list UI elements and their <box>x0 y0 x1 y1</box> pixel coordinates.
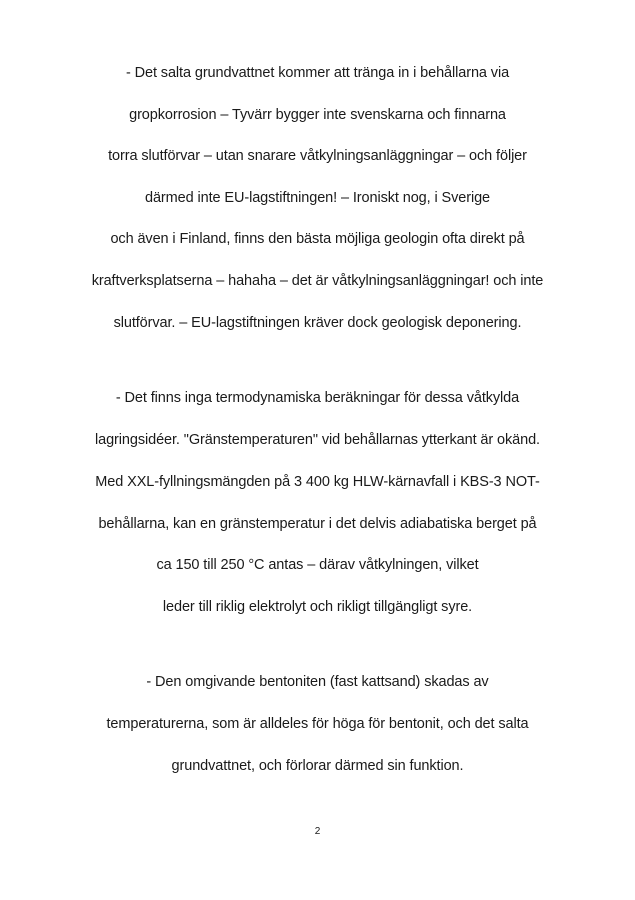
text-line: grundvattnet, och förlorar därmed sin funktion. <box>171 758 464 774</box>
text-line: temperaturerna, som är alldeles för höga för bentonit, och det salta <box>106 716 529 732</box>
text-line: Med XXL-fyllningsmängden på 3 400 kg HLW-kärnavfall i KBS-3 NOT- <box>95 474 540 490</box>
text-line: behållarna, kan en gränstemperatur i det delvis adiabatiska berget på <box>98 516 537 532</box>
text-line: slutförvar. – EU-lagstiftningen kräver dock geologisk deponering. <box>113 315 522 331</box>
text-line: - Det finns inga termodynamiska beräkningar för dessa våtkylda <box>115 390 520 406</box>
text-line: kraftverksplatserna – hahaha – det är våtkylningsanläggningar! och inte <box>91 273 544 289</box>
text-line: ca 150 till 250 °C antas – därav våtkylningen, vilket <box>156 557 479 573</box>
text-line: därmed inte EU-lagstiftningen! – Ironiskt nog, i Sverige <box>145 190 490 206</box>
text-line: - Det salta grundvattnet kommer att tränga in i behållarna via <box>125 65 510 81</box>
text-line: leder till riklig elektrolyt och rikligt tillgängligt syre. <box>162 599 473 615</box>
text-line: torra slutförvar – utan snarare våtkylningsanläggningar – och följer <box>108 148 527 164</box>
text-line: lagringsidéer. "Gränstemperaturen" vid behållarnas ytterkant är okänd. <box>95 432 540 448</box>
text-line: och även i Finland, finns den bästa möjliga geologin ofta direkt på <box>110 231 525 247</box>
text-line: gropkorrosion – Tyvärr bygger inte svenskarna och finnarna <box>129 107 506 123</box>
page-number: 2 <box>314 826 321 837</box>
text-line: - Den omgivande bentoniten (fast kattsand) skadas av <box>146 674 489 690</box>
